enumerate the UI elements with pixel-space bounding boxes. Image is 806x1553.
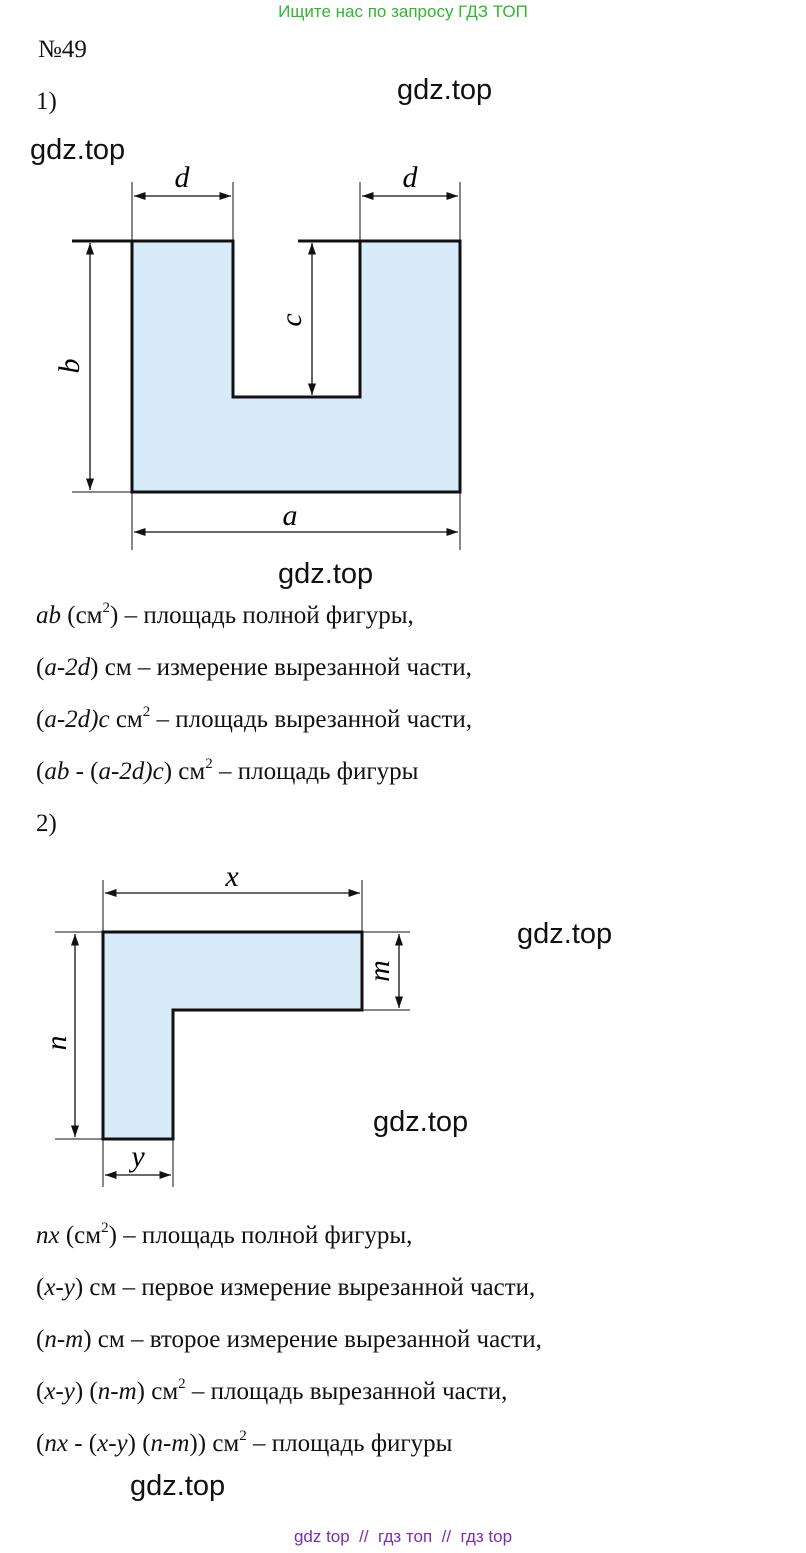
dim-label-d-left: d (174, 161, 190, 194)
dim-label-m: m (363, 960, 396, 982)
watermark: gdz.top (278, 558, 374, 590)
dim-label-d-right: d (402, 161, 418, 194)
formula-line-7: (n-m) см – второе измерение вырезанной части, (36, 1326, 542, 1353)
formula-line-1: ab $(см^2)$ – площадь полной фигуры, (36, 600, 414, 629)
watermark: gdz.top (517, 918, 613, 950)
dim-label-b: b (53, 358, 86, 374)
formula-line-6: (x-y) см – первое измерение вырезанной части, (36, 1274, 536, 1301)
footer-links[interactable]: gdz top // гдз топ // гдз top (293, 1527, 513, 1546)
dim-label-c: c (275, 313, 308, 327)
watermark: gdz.top (373, 1106, 469, 1138)
dim-label-x: x (225, 860, 239, 893)
watermark: gdz.top (130, 1470, 226, 1502)
part-1-label: 1) (36, 88, 57, 115)
formula-line-8: (x-y) (n-m) $см^2$ – площадь вырезанной части, (36, 1376, 508, 1405)
formula-line-5: nx $(см^2)$ – площадь полной фигуры, (36, 1220, 413, 1249)
formula-line-4: (ab - (a-2d)c) $см^2$ – площадь фигуры (36, 756, 419, 785)
l-shape (103, 932, 362, 1139)
formula-line-9: (nx - (x-y) (n-m)) $см^2$ – площадь фигуры (36, 1428, 453, 1457)
formula-line-3: (a-2d)c $см^2$ – площадь вырезанной части, (36, 704, 473, 733)
formula-line-2: (a-2d) см – измерение вырезанной части, (36, 654, 472, 681)
u-shape (132, 241, 460, 492)
watermark: gdz.top (397, 74, 493, 106)
part-2-label: 2) (36, 810, 57, 837)
task-number: №49 (38, 36, 87, 63)
dim-label-y: y (131, 1140, 145, 1173)
search-hint-link[interactable]: Ищите нас по запросу ГДЗ ТОП (278, 2, 528, 21)
dim-label-n: n (40, 1035, 73, 1051)
dim-label-a: a (282, 499, 298, 532)
watermark: gdz.top (30, 134, 126, 166)
